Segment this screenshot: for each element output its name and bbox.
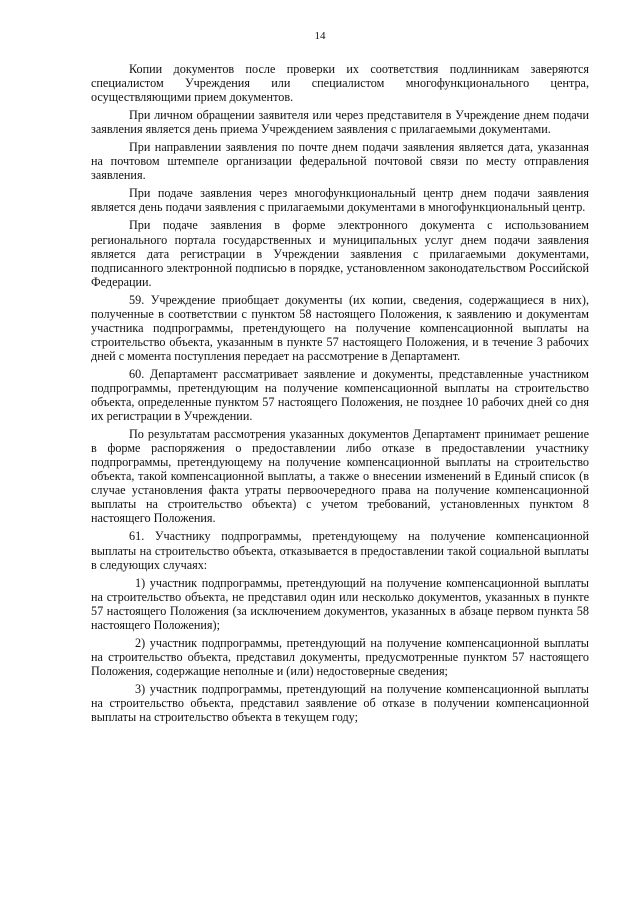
page-number: 14 — [314, 30, 326, 42]
paragraph: При направлении заявления по почте днем подачи заявления является дата, указанная на почтовом штемпеле организации федеральной почтовой связи по месту отправления заявления. — [91, 140, 589, 183]
paragraph-item-61: 61. Участнику подпрограммы, претендующему на получение компенсационной выплаты на строительство объекта, отказывается в предоставлении такой социальной выплаты в следующих случаях: — [91, 529, 589, 572]
paragraph: При подаче заявления в форме электронного документа с использованием регионального портала государственных и муниципальных услуг днем подачи заявления является дата регистрации в Учреждении заявления с прилагаемыми документами, подписанного электронной подписью в порядке, установленном законодательством Российской Федерации. — [91, 218, 589, 289]
paragraph-item-59: 59. Учреждение приобщает документы (их копии, сведения, содержащиеся в них), полученные в соответствии с пунктом 58 настоящего Положения, к заявлению и документам участника подпрограммы, претендующего на получение компенсационной выплаты на строительство объекта, указанным в пункте 57 настоящего Положения, и в течение 3 рабочих дней с момента поступления передает на рассмотрение в Департамент. — [91, 292, 589, 363]
paragraph: Копии документов после проверки их соответствия подлинникам заверяются специалистом Учреждения или специалистом многофункционального центра, осуществляющими прием документов. — [91, 62, 589, 105]
list-item: 3) участник подпрограммы, претендующий на получение компенсационной выплаты на строительство объекта, представил заявление об отказе в получении компенсационной выплаты на строительство объекта в текущем году; — [91, 681, 589, 725]
paragraph: При личном обращении заявителя или через представителя в Учреждение днем подачи заявления является день приема Учреждением заявления с прилагаемыми документами. — [91, 108, 589, 137]
document-body — [91, 62, 589, 728]
paragraph: При подаче заявления через многофункциональный центр днем подачи заявления является день подачи заявления с прилагаемыми документами в многофункциональный центр. — [91, 186, 589, 215]
paragraph: По результатам рассмотрения указанных документов Департамент принимает решение в форме распоряжения о предоставлении либо отказе в предоставлении участнику подпрограммы, претендующему на получение компенсационной выплаты на строительство объекта, такой компенсационной выплаты, а также о внесении изменений в Единый список (в случае установления факта утраты первоочередного права на получение компенсационной выплаты на строительство объекта) с учетом требований, установленных пунктом 8 настоящего Положения. — [91, 427, 589, 526]
list-item: 2) участник подпрограммы, претендующий на получение компенсационной выплаты на строительство объекта, представил документы, предусмотренные пунктом 57 настоящего Положения, содержащие неполные и (или) недостоверные сведения; — [91, 635, 589, 678]
list-item: 1) участник подпрограммы, претендующий на получение компенсационной выплаты на строительство объекта, не представил один или несколько документов, указанных в пункте 57 настоящего Положения (за исключением документов, указанных в абзаце первом пункта 58 настоящего Положения); — [91, 575, 589, 632]
paragraph-item-60: 60. Департамент рассматривает заявление и документы, представленные участником подпрограммы, претендующим на получение компенсационной выплаты на строительство объекта, определенные пунктом 57 настоящего Положения, не позднее 10 рабочих дней со дня их регистрации в Учреждении. — [91, 366, 589, 424]
